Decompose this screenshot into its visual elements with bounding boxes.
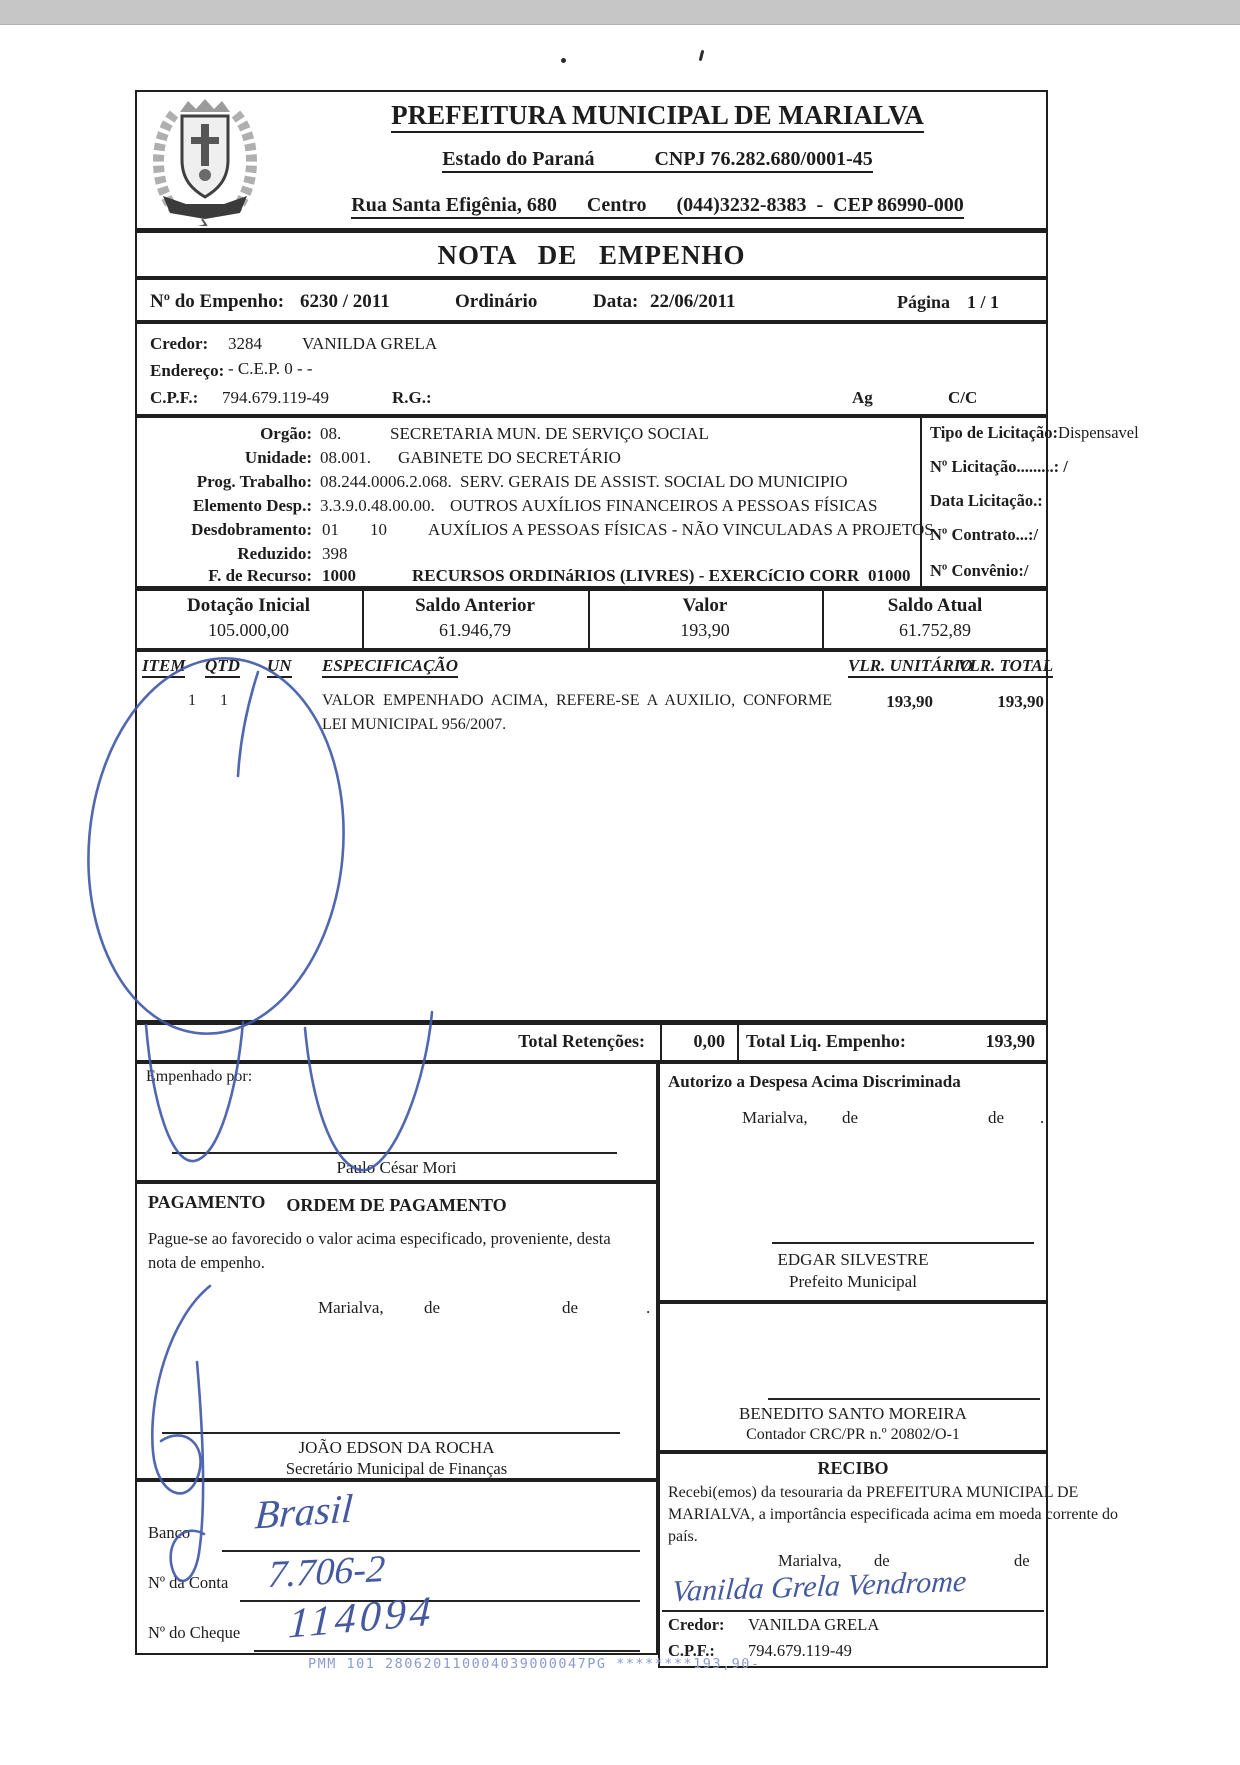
contador-signature-line [768,1398,1040,1400]
desdobramento-code1: 01 [322,520,339,539]
prefeito-signature-line [772,1242,1034,1244]
district: Centro [586,194,647,216]
empenho-type: Ordinário [455,291,538,312]
address-line: Rua Santa Efigênia, 680 [351,194,557,216]
itens-header-vlr-unitario: VLR. UNITÁRIO [848,656,973,676]
state-label: Estado do Paraná [442,148,595,170]
item-row-desc-line1: VALOR EMPENHADO ACIMA, REFERE-SE A AUXILIO, CONFORME [322,692,832,709]
credor-label: Credor: [150,334,209,353]
item-row-item: 1 [188,692,196,709]
scan-top-band [0,0,1240,25]
orgao-code: 08. [320,424,342,443]
recibo-de2: de [1014,1551,1030,1570]
banco-label: Banco [148,1523,191,1542]
pagamento-dot: . [646,1298,651,1317]
saldos-col-header: Valor [682,595,728,616]
saldos-col-value: 61.752,89 [899,620,971,640]
cc-label: C/C [948,388,978,407]
empenhado-signature-line [172,1152,617,1154]
empenho-number: 6230 / 2011 [300,291,390,312]
reduzido-label: Reduzido: [237,544,312,563]
empenhado-assinante: Paulo César Mori [336,1158,457,1177]
page-label: Página [897,292,951,312]
scan-speck [699,50,705,61]
num-licitacao-label: Nº Licitação.........: / [930,457,1068,476]
prog-trabalho-label: Prog. Trabalho: [196,472,312,491]
desdobramento-label: Desdobramento: [191,520,312,539]
header-org-name-row [270,100,1045,131]
unidade-code: 08.001. [320,448,371,467]
recurso-label: F. de Recurso: [208,566,312,585]
total-retencoes-value: 0,00 [693,1031,725,1051]
prefeito-cargo: Prefeito Municipal [789,1272,917,1291]
secretario-cargo: Secretário Municipal de Finanças [285,1459,508,1478]
totais-divider-2 [737,1022,739,1062]
endereco-label: Endereço: [150,361,225,380]
cep: CEP 86990-000 [833,194,964,216]
header-address-row [270,194,1045,217]
recurso-code2: 01000 [868,566,911,585]
page-value: 1 / 1 [967,292,1000,312]
itens-header-un: UN [267,656,292,676]
item-row-vlr-unitario: 193,90 [886,692,933,711]
saldos-col-value: 105.000,00 [208,620,289,640]
empenho-date: 22/06/2011 [650,291,736,312]
desdobramento-desc: AUXÍLIOS A PESSOAS FÍSICAS - NÃO VINCULADAS A PROJETOS [428,520,934,539]
micr-processing-line: PMM 101 280620110004039000047PG ********193,90- [308,1656,761,1672]
pagamento-de1: de [424,1298,441,1317]
elemento-desc: OUTROS AUXÍLIOS FINANCEIROS A PESSOAS FÍSICAS [450,496,878,515]
saldos-col-header: Saldo Atual [887,595,983,616]
prog-trabalho-code: 08.244.0006.2.068. [320,472,452,491]
reduzido-value: 398 [322,544,348,563]
cheque-handwriting: 114094 [287,1588,436,1648]
recibo-city: Marialva, [778,1551,842,1570]
section-box-pagamento [135,1182,658,1480]
recibo-de1: de [874,1551,890,1570]
orgao-label: Orgão: [260,424,312,443]
recibo-signature-handwriting: Vanilda Grela Vendrome [670,1564,968,1609]
autorizo-dot: . [1040,1108,1045,1127]
autorizo-city: Marialva, [742,1108,808,1127]
itens-header-item: ITEM [142,656,185,676]
tipo-licitacao-label: Tipo de Licitação: [930,423,1059,442]
recibo-credor-value: VANILDA GRELA [748,1615,880,1634]
autorizo-de1: de [842,1108,859,1127]
endereco-value: - C.E.P. 0 - - [228,359,313,378]
recurso-desc: RECURSOS ORDINáRIOS (LIVRES) - EXERCíCIO CORR [412,566,860,585]
recurso-code: 1000 [322,566,356,585]
secretario-nome: JOÃO EDSON DA ROCHA [298,1438,495,1457]
pagamento-city: Marialva, [318,1298,384,1317]
recibo-title: RECIBO [817,1458,889,1478]
cheque-label: Nº do Cheque [148,1623,241,1642]
pagamento-texto-l2: nota de empenho. [148,1253,265,1272]
autorizo-de2: de [988,1108,1005,1127]
pagamento-texto-l1: Pague-se ao favorecido o valor acima especificado, proveniente, desta [148,1229,611,1248]
prog-trabalho-desc: SERV. GERAIS DE ASSIST. SOCIAL DO MUNICIPIO [460,472,848,491]
itens-header-especificacao: ESPECIFICAÇÃO [322,656,458,676]
cpf-label: C.P.F.: [150,388,199,407]
empenhado-por-label: Empenhado por: [146,1068,253,1085]
cheque-fill-line [254,1650,640,1652]
recibo-cpf-value: 794.679.119-49 [748,1641,852,1660]
cpf-value: 794.679.119-49 [222,388,330,407]
item-row-desc-line2: LEI MUNICIPAL 956/2007. [322,716,507,733]
tipo-licitacao-value: Dispensavel [1058,423,1139,442]
recibo-texto-l2: MARIALVA, a importância especificada acima em moeda corrente do [668,1506,1119,1523]
phone: (044)3232-8383 [676,194,807,216]
conta-handwriting: 7.706-2 [266,1547,387,1597]
item-row-vlr-total: 193,90 [997,692,1044,711]
saldos-col-header: Dotação Inicial [187,595,310,616]
autorizo-title: Autorizo a Despesa Acima Discriminada [668,1072,961,1091]
ordem-pagamento-title: ORDEM DE PAGAMENTO [286,1195,507,1215]
conta-label: Nº da Conta [148,1573,229,1592]
contrato-label: Nº Contrato...:/ [930,525,1039,544]
pagamento-title: PAGAMENTO [148,1192,266,1212]
saldos-col-value: 193,90 [680,620,730,640]
total-liq-label: Total Liq. Empenho: [746,1031,906,1051]
unidade-desc: GABINETE DO SECRETÁRIO [398,448,621,467]
contador-nome: BENEDITO SANTO MOREIRA [739,1404,967,1423]
prefeito-nome: EDGAR SILVESTRE [777,1250,929,1269]
orcamento-divider [920,416,922,588]
data-licitacao-label: Data Licitação.: [930,491,1043,510]
empenho-date-label: Data: [593,291,639,312]
secretario-signature-line [162,1432,620,1434]
empenho-number-label: Nº do Empenho: [150,291,285,312]
item-row-qtd: 1 [220,692,228,709]
marialva-coat-of-arms-logo [146,94,264,226]
recibo-texto-l1: Recebi(emos) da tesouraria da PREFEITURA MUNICIPAL DE [668,1484,1079,1501]
total-retencoes-label: Total Retenções: [518,1031,645,1051]
elemento-label: Elemento Desp.: [193,496,312,515]
credor-name: VANILDA GRELA [302,334,438,353]
dash: - [816,194,824,216]
recibo-texto-l3: país. [668,1528,698,1545]
tipo-licitacao-row [930,424,1139,443]
recibo-cpf-label: C.P.F.: [668,1641,715,1660]
document-title: NOTA DE EMPENHO [437,240,746,270]
scan-speck [561,58,566,63]
saldos-col-header: Saldo Anterior [415,595,535,616]
itens-header-vlr-total: VLR. TOTAL [958,656,1053,676]
recibo-credor-label: Credor: [668,1615,725,1634]
contador-cargo: Contador CRC/PR n.º 20802/O-1 [746,1426,960,1443]
banco-handwriting: Brasil [253,1485,355,1538]
org-name: PREFEITURA MUNICIPAL DE MARIALVA [391,100,924,133]
itens-header-qtd: QTD [205,656,240,676]
total-liq-value: 193,90 [985,1031,1035,1051]
saldos-col-value: 61.946,79 [439,620,511,640]
convenio-label: Nº Convênio:/ [930,561,1029,580]
elemento-code: 3.3.9.0.48.00.00. [320,496,435,515]
credor-code: 3284 [228,334,262,353]
cnpj: CNPJ 76.282.680/0001-45 [654,148,873,170]
ag-label: Ag [852,388,873,407]
orgao-desc: SECRETARIA MUN. DE SERVIÇO SOCIAL [390,424,709,443]
pagamento-de2: de [562,1298,579,1317]
unidade-label: Unidade: [244,448,312,467]
rg-label: R.G.: [392,388,432,407]
desdobramento-code2: 10 [370,520,387,539]
recibo-signature-line [662,1610,1044,1612]
header-state-cnpj-row [270,148,1045,171]
